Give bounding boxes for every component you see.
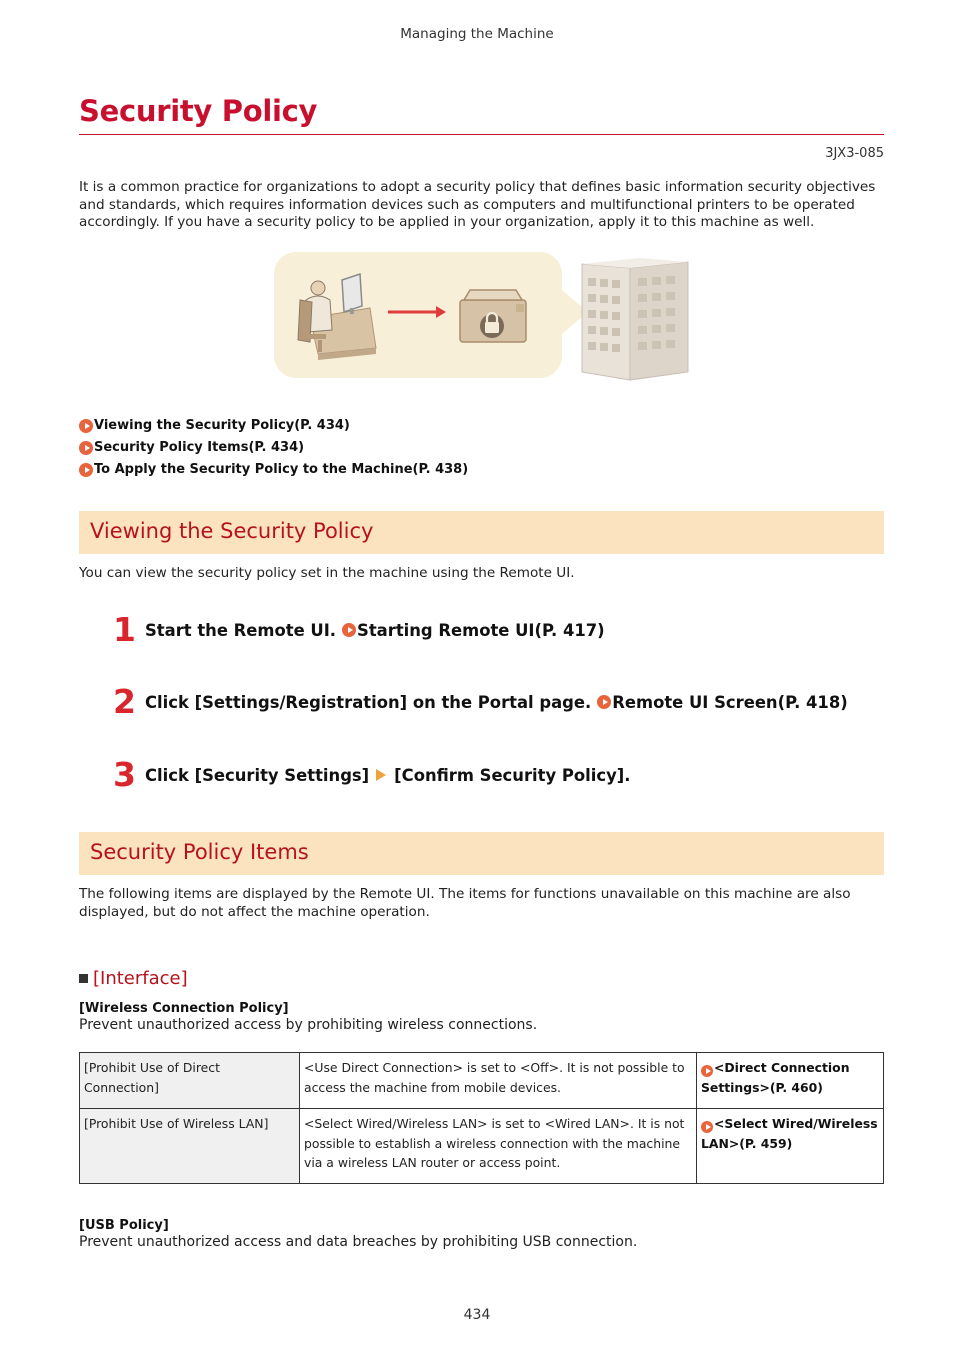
step-1	[113, 612, 605, 648]
toc-link-apply[interactable]	[79, 459, 468, 481]
arrow-right-circle-icon	[701, 1065, 713, 1077]
setting-cell: [Prohibit Use of Direct Connection]	[80, 1053, 300, 1109]
step-3	[113, 757, 631, 793]
reference-cell	[697, 1053, 884, 1109]
section-links	[79, 415, 468, 481]
step-instruction: Click [Settings/Registration] on the Portal page.	[145, 692, 592, 712]
arrow-right-circle-icon	[597, 695, 611, 709]
toc-link-label: Security Policy Items(P. 434)	[94, 440, 305, 455]
step-instruction-cont: [Confirm Security Policy].	[394, 765, 631, 785]
step-number: 1	[113, 610, 136, 649]
square-bullet-icon	[79, 974, 88, 983]
wireless-policy-table	[79, 1052, 884, 1184]
step-instruction: Click [Security Settings]	[145, 765, 370, 785]
intro-paragraph: It is a common practice for organizations to adopt a security policy that defines basic information security objectives and standards, which requires information devices such as computers and multifunctional printers to be operated accordingly. If you have a security policy to be applied in your organization, apply it to this machine as well.	[79, 179, 876, 230]
step-instruction: Start the Remote UI.	[145, 620, 337, 640]
toc-link-items[interactable]	[79, 437, 468, 459]
running-header: Managing the Machine	[400, 26, 554, 42]
wireless-policy-term: [Wireless Connection Policy]	[79, 1001, 289, 1016]
usb-policy-term: [USB Policy]	[79, 1218, 169, 1233]
page-title: Security Policy	[79, 94, 318, 128]
arrow-right-circle-icon	[79, 419, 93, 433]
arrow-right-circle-icon	[79, 441, 93, 455]
step-2	[113, 684, 848, 720]
reference-link-label: <Select Wired/Wireless LAN>(P. 459)	[701, 1116, 878, 1151]
step-link[interactable]: Remote UI Screen(P. 418)	[612, 692, 848, 712]
section-heading-text: Security Policy Items	[90, 840, 309, 864]
office-building-icon	[582, 258, 688, 380]
document-code: 3JX3-085	[825, 146, 884, 161]
arrow-right-circle-icon	[701, 1121, 713, 1133]
step-number: 2	[113, 682, 136, 721]
security-policy-illustration	[270, 250, 700, 386]
table-row	[80, 1109, 884, 1184]
interface-heading-text: [Interface]	[93, 968, 188, 989]
description-cell: <Select Wired/Wireless LAN> is set to <Wired LAN>. It is not possible to establish a wireless connection with the machine via a wireless LAN router or access point.	[300, 1109, 697, 1184]
step-number: 3	[113, 755, 136, 794]
locked-printer-icon	[460, 290, 526, 342]
page-number: 434	[463, 1307, 491, 1323]
reference-link[interactable]	[701, 1116, 878, 1151]
arrow-right-circle-icon	[342, 623, 356, 637]
toc-link-label: Viewing the Security Policy(P. 434)	[94, 418, 350, 433]
section-heading-text: Viewing the Security Policy	[90, 519, 374, 543]
section-heading-viewing	[79, 511, 884, 554]
step-text	[145, 693, 848, 712]
wireless-policy-desc: Prevent unauthorized access by prohibiting wireless connections.	[79, 1017, 538, 1033]
section-heading-items	[79, 832, 884, 875]
interface-heading	[79, 968, 188, 989]
step-text	[145, 621, 605, 640]
setting-cell: [Prohibit Use of Wireless LAN]	[80, 1109, 300, 1184]
arrow-right-circle-icon	[79, 463, 93, 477]
usb-policy-desc: Prevent unauthorized access and data breaches by prohibiting USB connection.	[79, 1234, 638, 1250]
triangle-right-icon	[376, 769, 386, 781]
toc-link-label: To Apply the Security Policy to the Machine(P. 438)	[94, 462, 469, 477]
items-intro: The following items are displayed by the Remote UI. The items for functions unavailable on this machine are also displayed, but do not affect the machine operation.	[79, 886, 851, 920]
toc-link-viewing[interactable]	[79, 415, 468, 437]
reference-link-label: <Direct Connection Settings>(P. 460)	[701, 1060, 850, 1095]
table-row	[80, 1053, 884, 1109]
reference-link[interactable]	[701, 1060, 850, 1095]
reference-cell	[697, 1109, 884, 1184]
step-text	[145, 766, 631, 785]
viewing-intro: You can view the security policy set in the machine using the Remote UI.	[79, 565, 575, 581]
step-link[interactable]: Starting Remote UI(P. 417)	[357, 620, 605, 640]
title-rule	[79, 134, 884, 135]
description-cell: <Use Direct Connection> is set to <Off>. It is not possible to access the machine from mobile devices.	[300, 1053, 697, 1109]
